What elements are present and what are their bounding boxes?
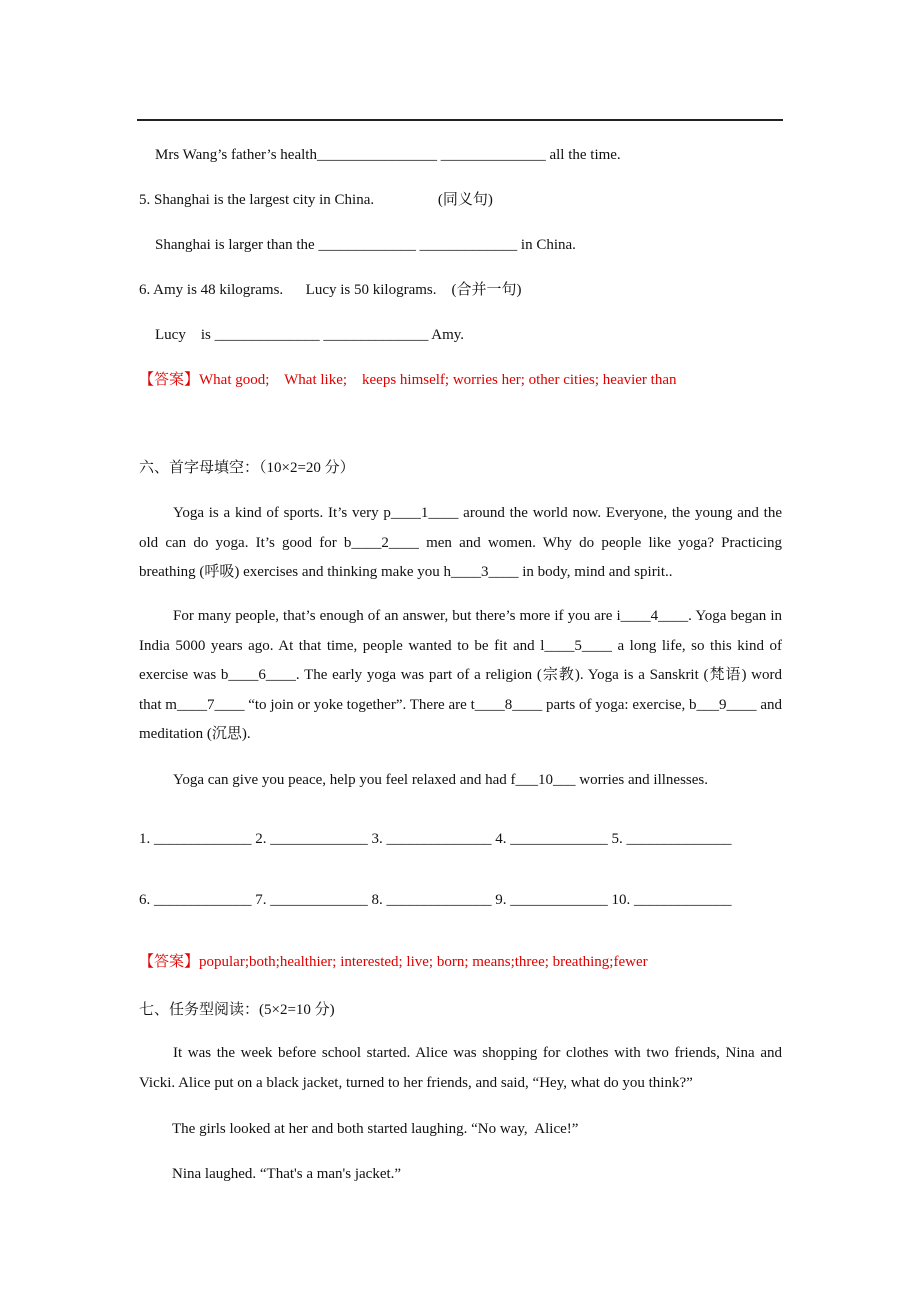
section-6-heading: 六、首字母填空：（10×2=20 分） [139,460,355,476]
section-7-heading: 七、任务型阅读：(5×2=10 分) [139,1002,335,1018]
exercise-5-answer-line: Shanghai is larger than the _____________ _____________ in China. [155,237,576,253]
exercise-5-question: 5. Shanghai is the largest city in China. (同义句) [139,192,493,208]
exercise-6-question: 6. Amy is 48 kilograms. Lucy is 50 kilograms. (合并一句) [139,282,522,298]
exercise-4-answer-line: Mrs Wang’s father’s health________________ ______________ all the time. [155,147,621,163]
answer-blanks-row-2: 6. _____________ 7. _____________ 8. ______________ 9. _____________ 10. _____________ [139,892,732,908]
section-5-answer-key: 【答案】What good; What like; keeps himself; worries her; other cities; heavier than [139,372,677,388]
exercise-6-answer-line: Lucy is ______________ ______________ Amy. [155,327,465,343]
story-paragraph-1: It was the week before school started. Alice was shopping for clothes with two friends, Nina and Vicki. Alice put on a black jacket, turned to her friends, and said, “Hey, what do you think?” [139,1045,782,1091]
story-paragraph-2: The girls looked at her and both started laughing. “No way, Alice!” [172,1121,579,1137]
header-rule [137,119,783,121]
yoga-paragraph-3: Yoga can give you peace, help you feel relaxed and had f___10___ worries and illnesses. [173,772,708,788]
story-paragraph-3: Nina laughed. “That's a man's jacket.” [172,1166,402,1182]
answer-blanks-row-1: 1. _____________ 2. _____________ 3. ______________ 4. _____________ 5. ______________ [139,831,732,847]
section-6-answer-key: 【答案】popular;both;healthier; interested; live; born; means;three; breathing;fewer [139,954,648,970]
yoga-paragraph-1: Yoga is a kind of sports. It’s very p____1____ around the world now. Everyone, the young and the old can do yoga. It’s good for b____2____ men and women. Why do people like yoga? Practicing breathing (呼吸) exercises and thinking make you h____3____ in body, mind and spirit.. [139,505,782,580]
yoga-paragraph-2: For many people, that’s enough of an answer, but there’s more if you are i____4____. Yoga began in India 5000 years ago. At that time, people wanted to be fit and l____5____ a long life, so this kind of exercise was b____6____. The early yoga was part of a religion (宗教). Yoga is a Sanskrit (梵语) word that m____7____ “to join or yoke together”. There are t____8____ parts of yoga: exercise, b___9____ and meditation (沉思). [139,608,782,742]
